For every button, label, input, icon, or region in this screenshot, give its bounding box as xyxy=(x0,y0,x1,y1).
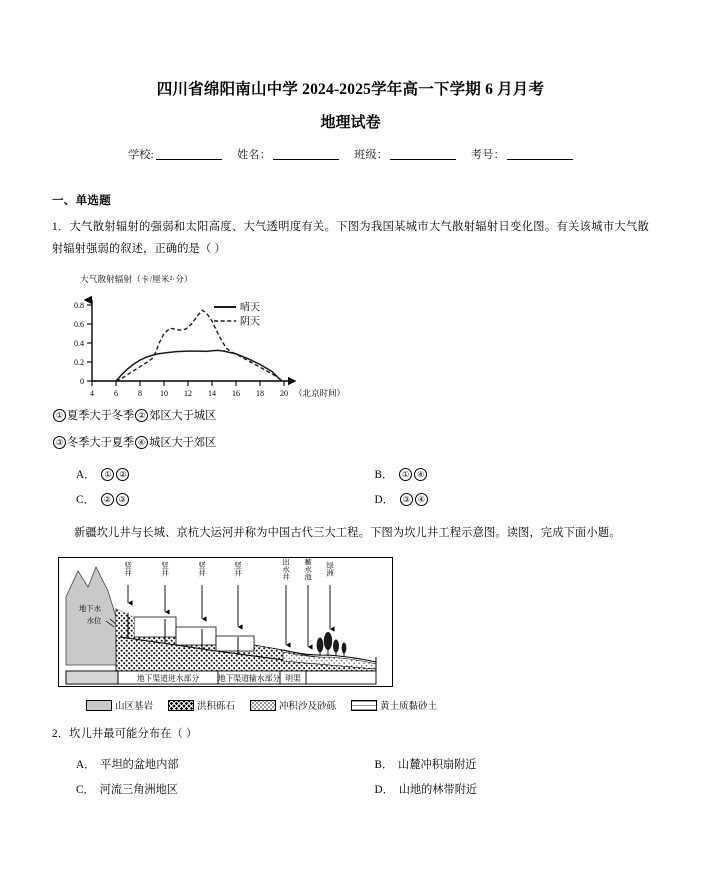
field-school: 学校: xyxy=(128,146,222,162)
svg-text:0.8: 0.8 xyxy=(74,300,84,310)
chart-svg xyxy=(62,286,362,401)
field-class: 班级： xyxy=(354,146,456,162)
karez-svg xyxy=(58,557,393,687)
statement-marker-4: ④ xyxy=(135,436,148,449)
q2-option-c[interactable] xyxy=(52,778,351,803)
q2-option-b-letter: B． xyxy=(374,758,394,771)
chart-x-axis-label: （北京时间） xyxy=(294,387,346,398)
page-subtitle: 地理试卷 xyxy=(320,115,381,132)
legend-item-bedrock xyxy=(86,698,153,712)
q2-option-a[interactable] xyxy=(52,753,351,778)
zone-band xyxy=(66,671,376,684)
label-outlet-well: 出水井 xyxy=(281,557,291,581)
q2-option-a-letter: A． xyxy=(76,758,96,771)
option-c-letter: C． xyxy=(76,493,95,506)
svg-text:0.4: 0.4 xyxy=(74,338,84,348)
q2-option-b-text: 山麓冲积扇附近 xyxy=(398,758,477,771)
legend-item-sand xyxy=(250,698,336,712)
student-info-line xyxy=(52,146,649,162)
oasis-trees xyxy=(317,632,347,657)
label-shaft-1: 竖井 xyxy=(123,561,133,577)
option-b[interactable] xyxy=(351,463,650,488)
swatch-bedrock-icon xyxy=(86,700,112,711)
statement-text-1: 夏季大于冬季 xyxy=(67,409,135,422)
statement-text-4: 城区大于郊区 xyxy=(149,437,217,450)
q2-option-c-letter: C． xyxy=(76,783,95,796)
option-d-mark-1: ③ xyxy=(400,493,413,506)
legend-label-loess: 黄土质黏砂土 xyxy=(380,702,438,713)
label-shaft-2: 竖井 xyxy=(160,561,170,577)
statement-marker-3: ③ xyxy=(53,436,66,449)
svg-text:10: 10 xyxy=(160,388,168,398)
swatch-sand-icon xyxy=(250,700,276,711)
option-c-mark-1: ② xyxy=(101,493,114,506)
swatch-loess-icon xyxy=(351,700,377,711)
option-a[interactable] xyxy=(52,463,351,488)
option-d[interactable] xyxy=(351,488,650,513)
option-c[interactable] xyxy=(52,488,351,513)
label-water-table-1: 地下水 xyxy=(78,604,102,614)
statement-marker-1: ① xyxy=(53,409,66,422)
svg-text:0.6: 0.6 xyxy=(74,319,84,329)
question-1-statements-row-1 xyxy=(52,405,649,429)
question-2-body: ．坎儿井最可能分布在（ ） xyxy=(57,728,198,741)
option-c-mark-2: ③ xyxy=(116,493,129,506)
legend-label-gravel: 洪积砾石 xyxy=(197,702,236,713)
exam-id-blank[interactable] xyxy=(507,148,573,160)
question-1-body: ．大气散射辐射的强弱和太阳高度、大气透明度有关。下图为我国某城市大气散射辐射日变化图。有关该城市大气散射辐射强弱的叙述，正确的是（ ） xyxy=(52,221,649,256)
school-blank[interactable] xyxy=(156,148,222,160)
svg-text:18: 18 xyxy=(256,388,264,398)
option-a-letter: A． xyxy=(76,468,96,481)
statement-text-2: 郊区大于城区 xyxy=(149,409,217,422)
statement-marker-2: ② xyxy=(135,409,148,422)
section-heading: 一、单选题 xyxy=(52,195,111,208)
option-row-ab xyxy=(52,463,649,488)
option-d-letter: D． xyxy=(374,493,394,506)
chart-legend xyxy=(214,300,260,327)
legend-item-loess xyxy=(351,698,437,712)
question-1-number: 1 xyxy=(52,221,58,234)
name-blank[interactable] xyxy=(273,148,339,160)
q2-option-c-text: 河流三角洲地区 xyxy=(99,783,178,796)
legend-label-sunny: 晴天 xyxy=(240,302,260,314)
swatch-gravel-icon xyxy=(168,700,194,711)
q2-option-a-text: 平坦的盆地内部 xyxy=(100,758,179,771)
question-1-statements-row-2 xyxy=(52,432,649,456)
question-1-stem xyxy=(52,217,649,261)
option-b-mark-1: ① xyxy=(399,468,412,481)
svg-text:16: 16 xyxy=(232,388,240,398)
q2-option-row-cd xyxy=(52,778,649,803)
q2-option-row-ab xyxy=(52,753,649,778)
svg-text:6: 6 xyxy=(114,388,118,398)
svg-text:0.2: 0.2 xyxy=(74,357,84,367)
label-reservoir: 蓄水池 xyxy=(303,557,313,581)
zone-label-intake: 地下渠道进水部分 xyxy=(136,674,200,684)
chart-y-axis-label: 大气散射辐射（卡/厘米²·分） xyxy=(80,273,193,284)
q2-option-d[interactable] xyxy=(351,778,650,803)
question-2-options xyxy=(52,753,649,802)
question-2-number: 2 xyxy=(52,728,58,741)
svg-text:4: 4 xyxy=(90,388,94,398)
legend-label-overcast: 阴天 xyxy=(240,316,260,328)
zone-label-open-canal: 明渠 xyxy=(285,674,301,684)
label-shaft-3: 竖井 xyxy=(197,561,207,577)
q2-option-b[interactable] xyxy=(351,753,650,778)
legend-label-bedrock: 山区基岩 xyxy=(115,702,154,713)
svg-text:20: 20 xyxy=(280,388,288,398)
option-d-mark-2: ④ xyxy=(415,493,428,506)
label-oasis: 绿洲 xyxy=(325,561,335,577)
statement-text-3: 冬季大于夏季 xyxy=(67,437,135,450)
legend-label-sand: 冲积沙及砂砾 xyxy=(279,702,337,713)
legend-item-gravel xyxy=(168,698,235,712)
svg-text:8: 8 xyxy=(138,388,142,398)
svg-text:12: 12 xyxy=(184,388,192,398)
question-1-options xyxy=(52,463,649,512)
option-row-cd xyxy=(52,488,649,513)
page-title: 四川省绵阳南山中学 2024-2025学年高一下学期 6 月月考 xyxy=(156,81,545,98)
question-2-intro: 新疆坎儿井与长城、京杭大运河并称为中国古代三大工程。下图为坎儿井工程示意图。读图，完成下面小题。 xyxy=(74,527,621,540)
field-name: 姓名： xyxy=(237,146,339,162)
field-exam-id: 考号： xyxy=(471,146,573,162)
label-water-table-2: 水位 xyxy=(86,616,102,626)
zone-label-transport: 地下渠道输水部分 xyxy=(217,674,281,684)
figure-karez xyxy=(52,557,649,712)
label-shaft-4: 竖井 xyxy=(233,561,243,577)
q2-option-d-letter: D． xyxy=(374,783,394,796)
option-b-mark-2: ④ xyxy=(414,468,427,481)
svg-text:0: 0 xyxy=(80,376,84,386)
q2-option-d-text: 山地的林带附近 xyxy=(398,783,478,796)
karez-legend xyxy=(86,698,649,712)
option-a-mark-2: ② xyxy=(116,468,129,481)
class-blank[interactable] xyxy=(390,148,456,160)
svg-text:14: 14 xyxy=(208,388,216,398)
option-a-mark-1: ① xyxy=(101,468,114,481)
option-b-letter: B． xyxy=(374,468,394,481)
figure-scattered-radiation xyxy=(52,273,649,401)
question-2-stem xyxy=(52,724,649,746)
